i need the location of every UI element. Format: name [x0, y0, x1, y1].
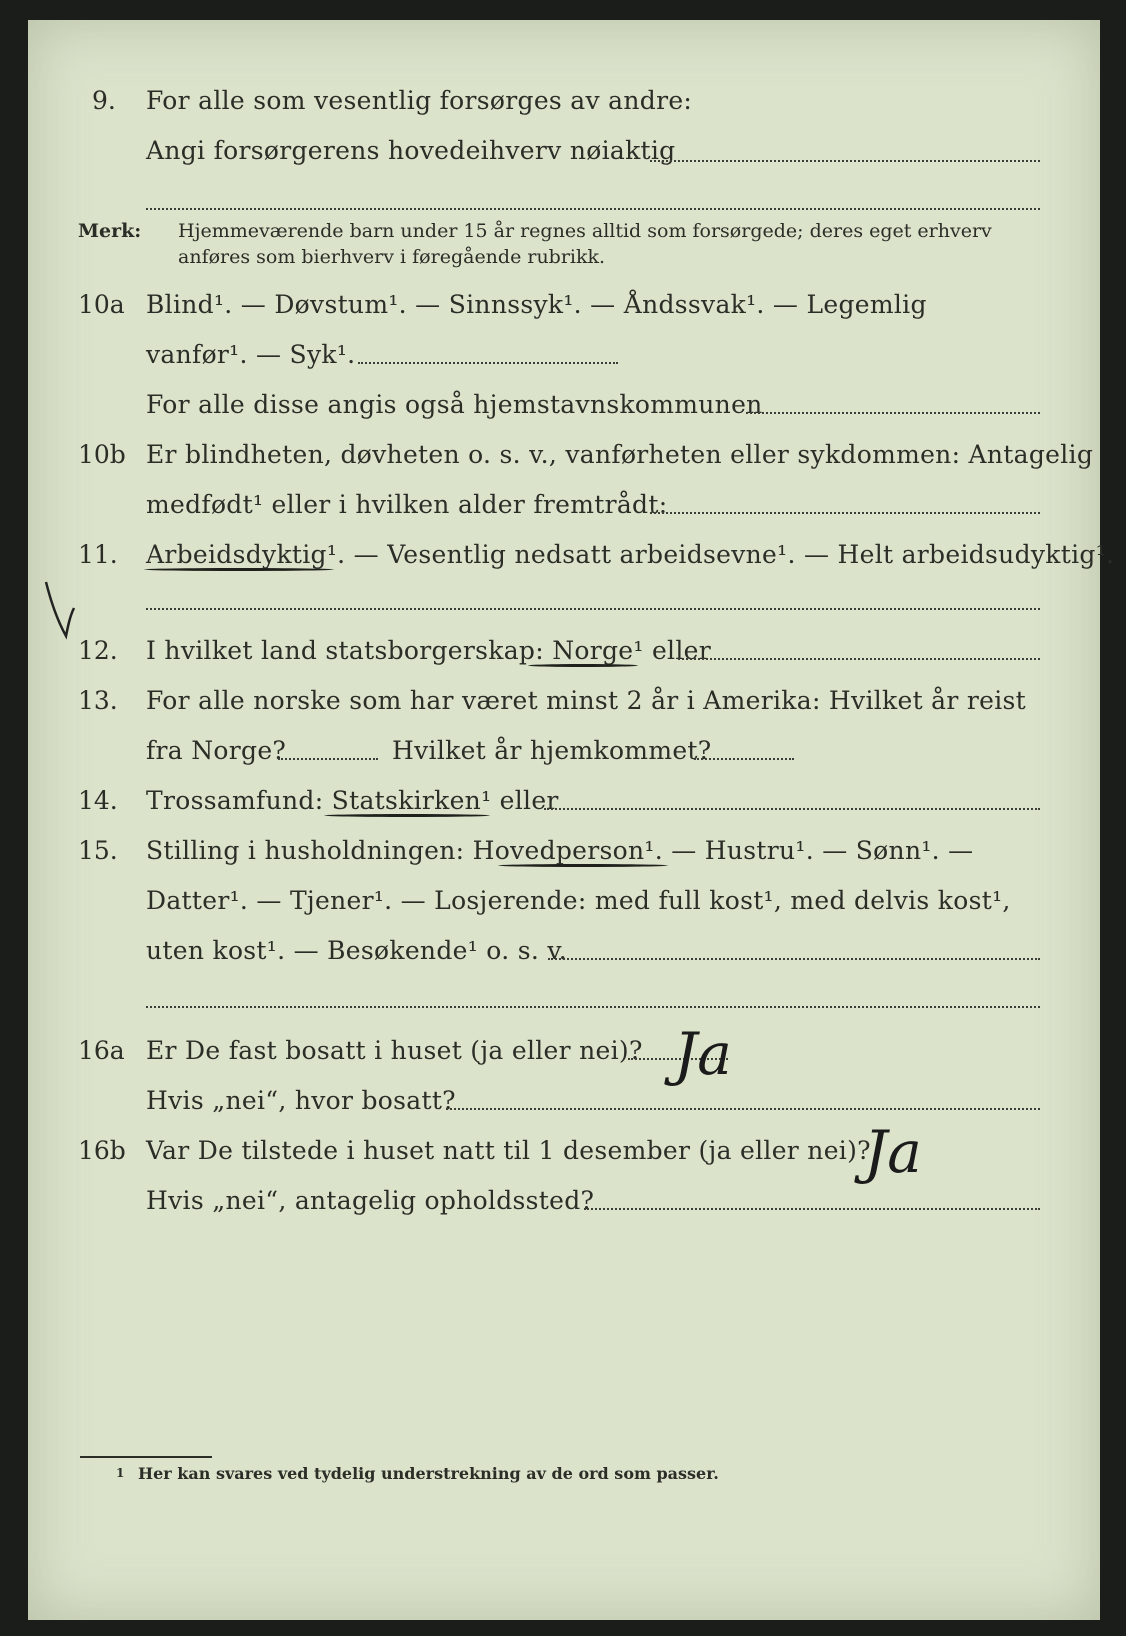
answer-line-10a-municipality[interactable] — [746, 412, 1040, 414]
underline-statskirken — [324, 814, 490, 817]
question-16a-number: 16a — [78, 1036, 125, 1065]
question-9-number: 9. — [92, 86, 116, 115]
answer-line-12[interactable] — [678, 658, 1040, 660]
question-9-subtext: Angi forsørgerens hovedeіhverv nøiaktig — [146, 136, 676, 165]
footnote-rule — [80, 1456, 212, 1458]
answer-line-14[interactable] — [544, 808, 1040, 810]
question-12-number: 12. — [78, 636, 118, 665]
question-12-text: I hvilket land statsborgerskap: Norge¹ eller — [146, 636, 711, 665]
question-10b-text: Er blindheten, døvheten o. s. v., vanførheten eller sykdommen: Antagelig — [146, 440, 1094, 469]
question-16a-line2: Hvis „nei“, hvor bosatt? — [146, 1086, 456, 1115]
question-13-number: 13. — [78, 686, 118, 715]
note-line-1: Hjemmeværende barn under 15 år regnes alltid som forsørgede; deres eget erhverv — [178, 220, 992, 242]
question-16b-line2: Hvis „nei“, antagelig opholdssted? — [146, 1186, 595, 1215]
answer-line-9b[interactable] — [146, 208, 1040, 210]
question-11-number: 11. — [78, 540, 118, 569]
note-label: Merk: — [78, 220, 142, 242]
answer-line-16b-where[interactable] — [584, 1208, 1040, 1210]
question-10a-text: Blind¹. — Døvstum¹. — Sinnssyk¹. — Åndssvak¹. — Legemlig — [146, 290, 927, 319]
answer-line-15[interactable] — [548, 958, 1040, 960]
answer-line-11[interactable] — [146, 608, 1040, 610]
check-mark-icon — [40, 578, 80, 642]
answer-line-13-left[interactable] — [278, 758, 378, 760]
question-15-number: 15. — [78, 836, 118, 865]
handwritten-answer-16b: Ja — [864, 1118, 922, 1186]
question-13-left: fra Norge? — [146, 736, 287, 765]
handwritten-answer-16a: Ja — [674, 1020, 732, 1088]
note-line-2: anføres som bierhverv i føregående rubrikk. — [178, 246, 606, 268]
underline-arbeidsdyktig — [144, 568, 334, 571]
footnote-text: Her kan svares ved tydelig understrekning av de ord som passer. — [138, 1464, 719, 1483]
answer-line-10b[interactable] — [650, 512, 1040, 514]
question-15-line3: uten kost¹. — Besøkende¹ o. s. v. — [146, 936, 568, 965]
question-16a-text: Er De fast bosatt i huset (ja eller nei)? — [146, 1036, 643, 1065]
answer-line-15b[interactable] — [146, 1006, 1040, 1008]
question-16b-number: 16b — [78, 1136, 126, 1165]
question-9-text: For alle som vesentlig forsørges av andre: — [146, 86, 693, 115]
question-10a-line3: For alle disse angis også hjemstavnskommunen — [146, 390, 763, 419]
answer-line-13-right[interactable] — [694, 758, 794, 760]
question-10b-number: 10b — [78, 440, 126, 469]
question-14-number: 14. — [78, 786, 118, 815]
answer-line-9[interactable] — [650, 160, 1040, 162]
question-15-line2: Datter¹. — Tjener¹. — Losjerende: med full kost¹, med delvis kost¹, — [146, 886, 1011, 915]
question-13-right: Hvilket år hjemkommet? — [392, 736, 712, 765]
question-14-text: Trossamfund: Statskirken¹ eller — [146, 786, 559, 815]
census-form-page — [28, 20, 1115, 1620]
question-13-text: For alle norske som har været minst 2 år i Amerika: Hvilket år reist — [146, 686, 1027, 715]
footnote-mark: 1 — [116, 1466, 125, 1480]
answer-line-16a-where[interactable] — [446, 1108, 1040, 1110]
answer-line-10a[interactable] — [358, 362, 618, 364]
underline-hovedperson — [498, 864, 668, 867]
underline-norge — [528, 664, 638, 667]
question-15-text: Stilling i husholdningen: Hovedperson¹. — Hustru¹. — Sønn¹. — — [146, 836, 974, 865]
question-10b-line2: medfødt¹ eller i hvilken alder fremtrådt: — [146, 490, 668, 519]
question-10a-number: 10a — [78, 290, 125, 319]
question-10a-line2: vanfør¹. — Syk¹. — [146, 340, 356, 369]
question-16b-text: Var De tilstede i huset natt til 1 desember (ja eller nei)? — [146, 1136, 871, 1165]
question-11-text: Arbeidsdyktig¹. — Vesentlig nedsatt arbeidsevne¹. — Helt arbeidsudyktig¹. — [146, 540, 1115, 569]
